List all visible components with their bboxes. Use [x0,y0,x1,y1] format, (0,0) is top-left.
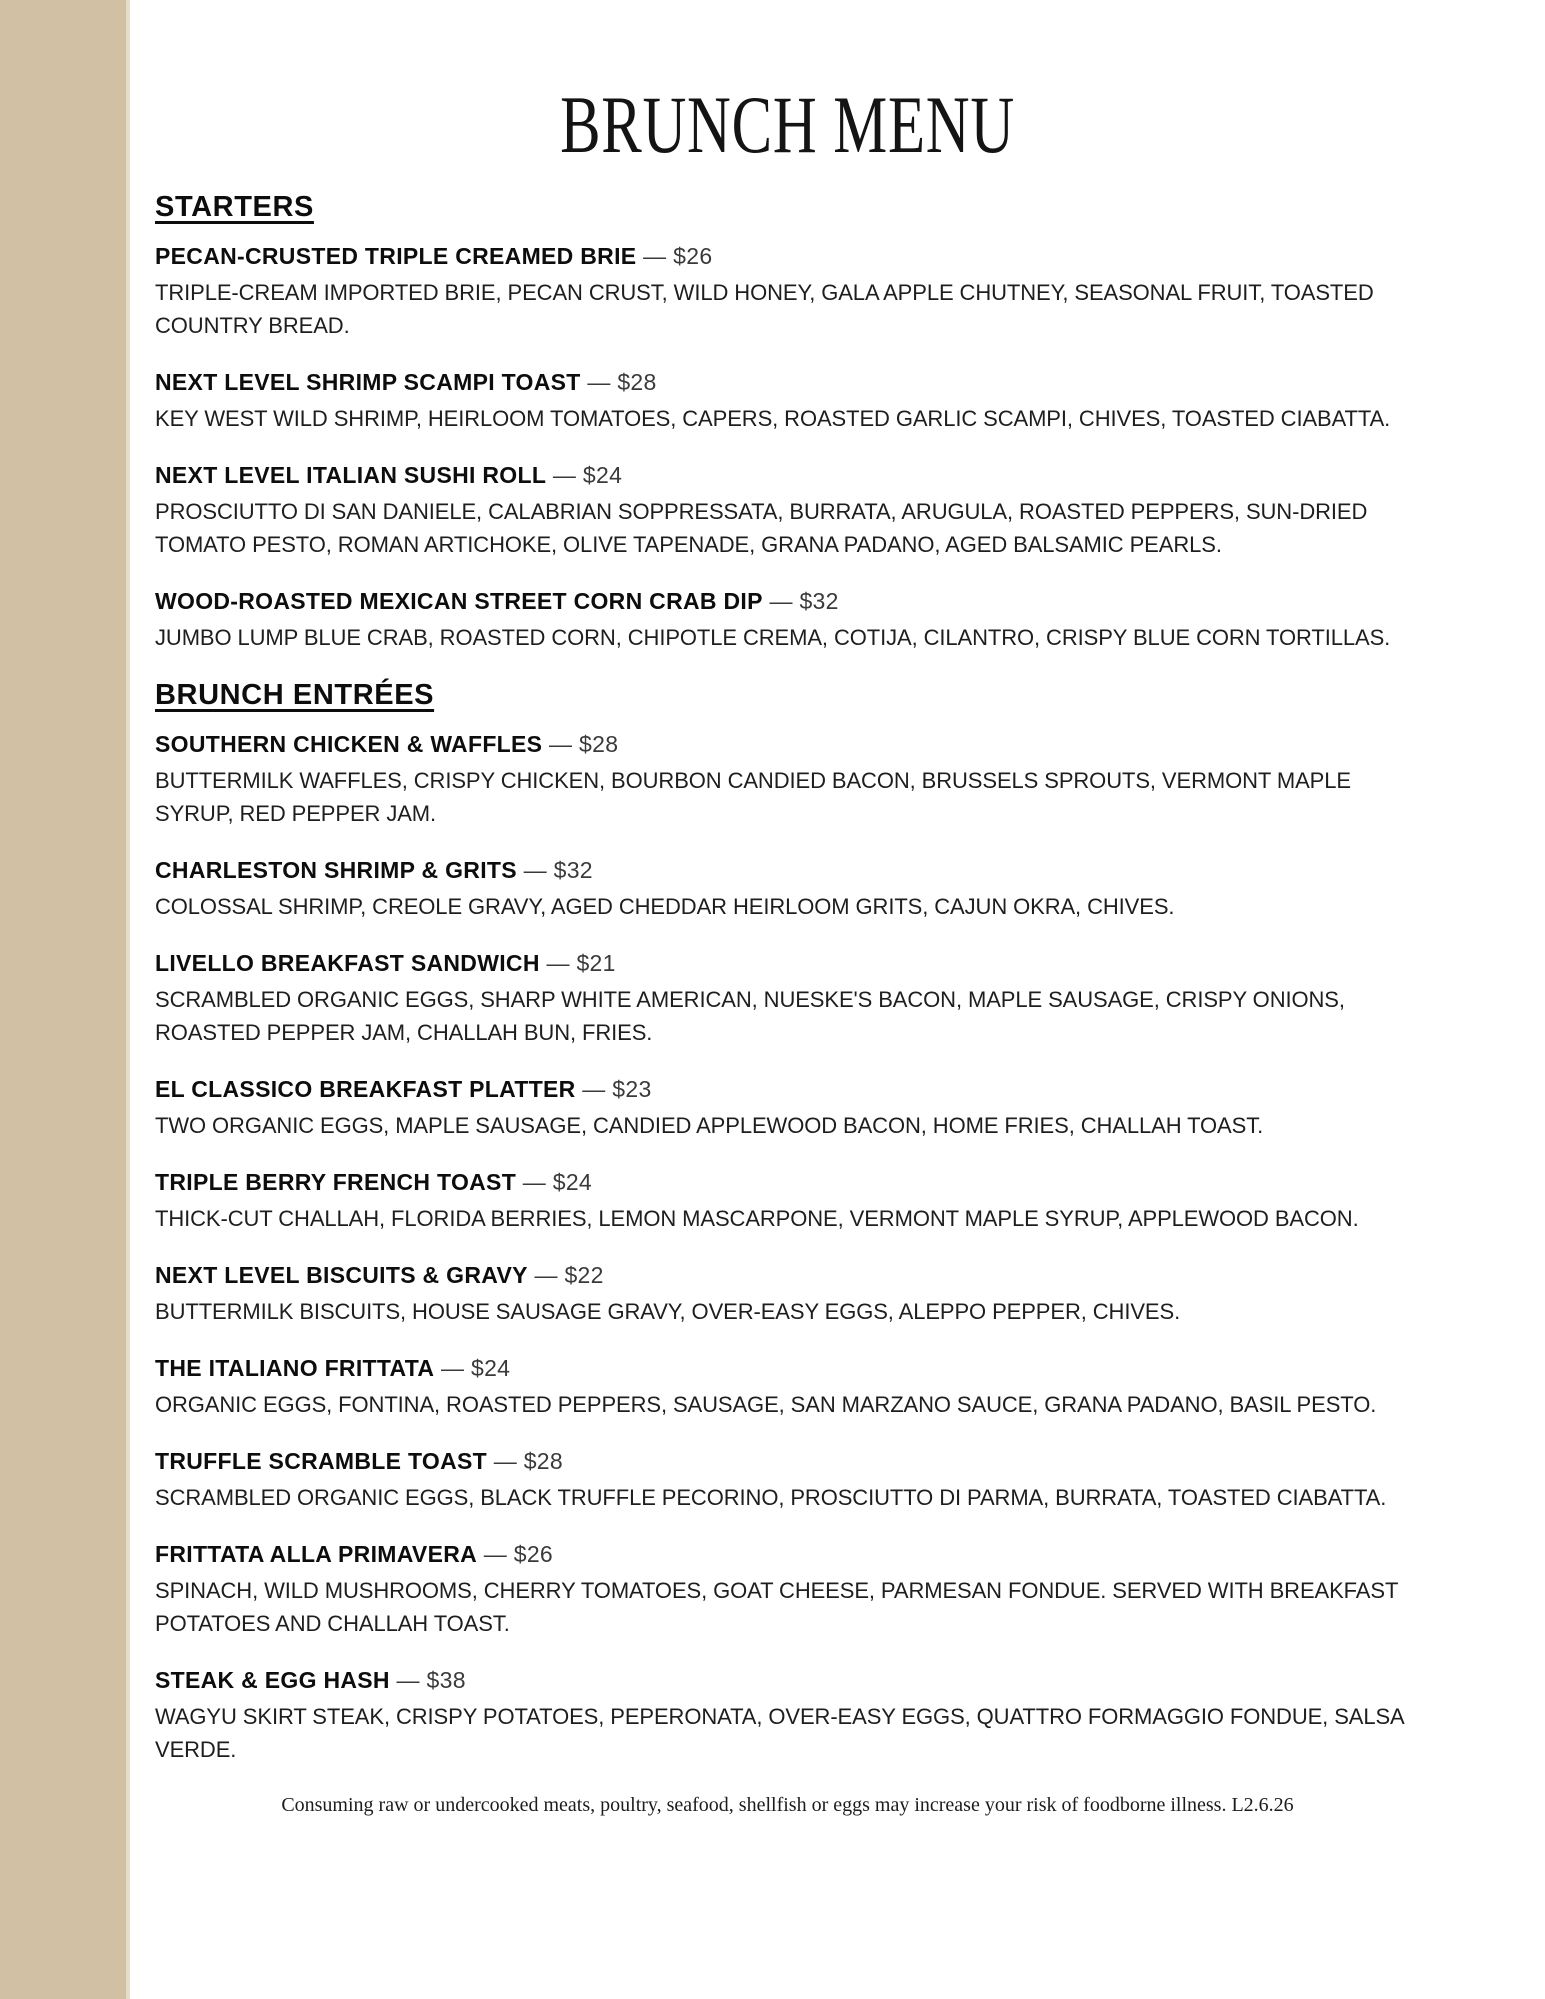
item-name: EL CLASSICO BREAKFAST PLATTER [155,1076,576,1102]
item-name: PECAN-CRUSTED TRIPLE CREAMED BRIE [155,243,637,269]
item-title-line [155,1445,1420,1478]
item-description: TRIPLE-CREAM IMPORTED BRIE, PECAN CRUST, WILD HONEY, GALA APPLE CHUTNEY, SEASONAL FRUIT, TOASTED COUNTRY BREAD. [155,280,1374,338]
menu-item [155,1073,1420,1142]
menu-item [155,1259,1420,1328]
item-description: PROSCIUTTO DI SAN DANIELE, CALABRIAN SOPPRESSATA, BURRATA, ARUGULA, ROASTED PEPPERS, SUN-DRIED TOMATO PESTO, ROMAN ARTICHOKE, OLIVE TAPENADE, GRANA PADANO, AGED BALSAMIC PEARLS. [155,499,1368,557]
menu-page [155,0,1420,1818]
item-price: — $26 [643,243,713,269]
menu-item [155,459,1420,561]
item-name: LIVELLO BREAKFAST SANDWICH [155,950,540,976]
menu-item [155,366,1420,435]
item-title-line [155,1073,1420,1106]
item-title-line [155,1259,1420,1292]
item-title-line [155,1664,1420,1697]
menu-item [155,947,1420,1049]
menu-item [155,240,1420,342]
item-description: JUMBO LUMP BLUE CRAB, ROASTED CORN, CHIPOTLE CREMA, COTIJA, CILANTRO, CRISPY BLUE CORN TORTILLAS. [155,625,1391,650]
item-description: SPINACH, WILD MUSHROOMS, CHERRY TOMATOES, GOAT CHEESE, PARMESAN FONDUE. SERVED WITH BREAKFAST POTATOES AND CHALLAH TOAST. [155,1578,1398,1636]
item-name: THE ITALIANO FRITTATA [155,1355,435,1381]
item-price: — $28 [493,1448,563,1474]
item-title-line [155,854,1420,887]
item-description: BUTTERMILK BISCUITS, HOUSE SAUSAGE GRAVY, OVER-EASY EGGS, ALEPPO PEPPER, CHIVES. [155,1299,1181,1324]
side-strip [0,0,130,1999]
menu-item [155,1538,1420,1640]
menu-item [155,585,1420,654]
menu-item [155,1166,1420,1235]
item-name: NEXT LEVEL ITALIAN SUSHI ROLL [155,462,547,488]
item-description: SCRAMBLED ORGANIC EGGS, SHARP WHITE AMERICAN, NUESKE'S BACON, MAPLE SAUSAGE, CRISPY ONIONS, ROASTED PEPPER JAM, CHALLAH BUN, FRIES. [155,987,1345,1045]
item-price: — $21 [546,950,616,976]
item-name: WOOD-ROASTED MEXICAN STREET CORN CRAB DIP [155,588,763,614]
item-price: — $24 [552,462,623,488]
item-name: STEAK & EGG HASH [155,1667,390,1693]
section-heading: BRUNCH ENTRÉES [155,679,435,711]
item-name: TRIPLE BERRY FRENCH TOAST [155,1169,517,1195]
item-description: COLOSSAL SHRIMP, CREOLE GRAVY, AGED CHEDDAR HEIRLOOM GRITS, CAJUN OKRA, CHIVES. [155,894,1175,919]
item-description: BUTTERMILK WAFFLES, CRISPY CHICKEN, BOURBON CANDIED BACON, BRUSSELS SPROUTS, VERMONT MAPLE SYRUP, RED PEPPER JAM. [155,768,1351,826]
footer-disclaimer: Consuming raw or undercooked meats, poultry, seafood, shellfish or eggs may increase your risk of foodborne illness. L2.6.26 [281,1794,1294,1816]
item-price: — $22 [534,1262,604,1288]
menu-item [155,1664,1420,1766]
item-description: THICK-CUT CHALLAH, FLORIDA BERRIES, LEMON MASCARPONE, VERMONT MAPLE SYRUP, APPLEWOOD BACON. [155,1206,1359,1231]
item-description: TWO ORGANIC EGGS, MAPLE SAUSAGE, CANDIED APPLEWOOD BACON, HOME FRIES, CHALLAH TOAST. [155,1113,1264,1138]
item-title-line [155,1352,1420,1385]
menu-sections [155,190,1420,1766]
item-title-line [155,947,1420,980]
item-price: — $38 [396,1667,466,1693]
item-title-line [155,366,1420,399]
section-heading: STARTERS [155,191,314,223]
menu-section [155,190,1420,654]
item-name: FRITTATA ALLA PRIMAVERA [155,1541,478,1567]
item-name: CHARLESTON SHRIMP & GRITS [155,857,517,883]
item-title-line [155,459,1420,492]
item-name: NEXT LEVEL SHRIMP SCAMPI TOAST [155,369,581,395]
item-price: — $24 [522,1169,593,1195]
menu-section [155,678,1420,1766]
item-description: ORGANIC EGGS, FONTINA, ROASTED PEPPERS, SAUSAGE, SAN MARZANO SAUCE, GRANA PADANO, BASIL PESTO. [155,1392,1377,1417]
menu-item [155,1445,1420,1514]
item-description: SCRAMBLED ORGANIC EGGS, BLACK TRUFFLE PECORINO, PROSCIUTTO DI PARMA, BURRATA, TOASTED CIABATTA. [155,1485,1387,1510]
item-price: — $28 [549,731,619,757]
item-description: WAGYU SKIRT STEAK, CRISPY POTATOES, PEPERONATA, OVER-EASY EGGS, QUATTRO FORMAGGIO FONDUE, SALSA VERDE. [155,1704,1404,1762]
menu-item [155,728,1420,830]
item-name: NEXT LEVEL BISCUITS & GRAVY [155,1262,528,1288]
item-title-line [155,240,1420,273]
menu-item [155,854,1420,923]
section-items [155,240,1420,654]
item-name: SOUTHERN CHICKEN & WAFFLES [155,731,543,757]
item-title-line [155,728,1420,761]
item-price: — $24 [440,1355,511,1381]
item-description: KEY WEST WILD SHRIMP, HEIRLOOM TOMATOES, CAPERS, ROASTED GARLIC SCAMPI, CHIVES, TOASTED CIABATTA. [155,406,1391,431]
item-price: — $28 [587,369,657,395]
item-price: — $23 [582,1076,652,1102]
page-title: BRUNCH MENU [560,79,1015,170]
item-price: — $32 [523,857,593,883]
item-name: TRUFFLE SCRAMBLE TOAST [155,1448,487,1474]
item-title-line [155,585,1420,618]
menu-item [155,1352,1420,1421]
item-price: — $32 [769,588,839,614]
item-title-line [155,1538,1420,1571]
item-title-line [155,1166,1420,1199]
item-price: — $26 [483,1541,554,1567]
section-items [155,728,1420,1766]
